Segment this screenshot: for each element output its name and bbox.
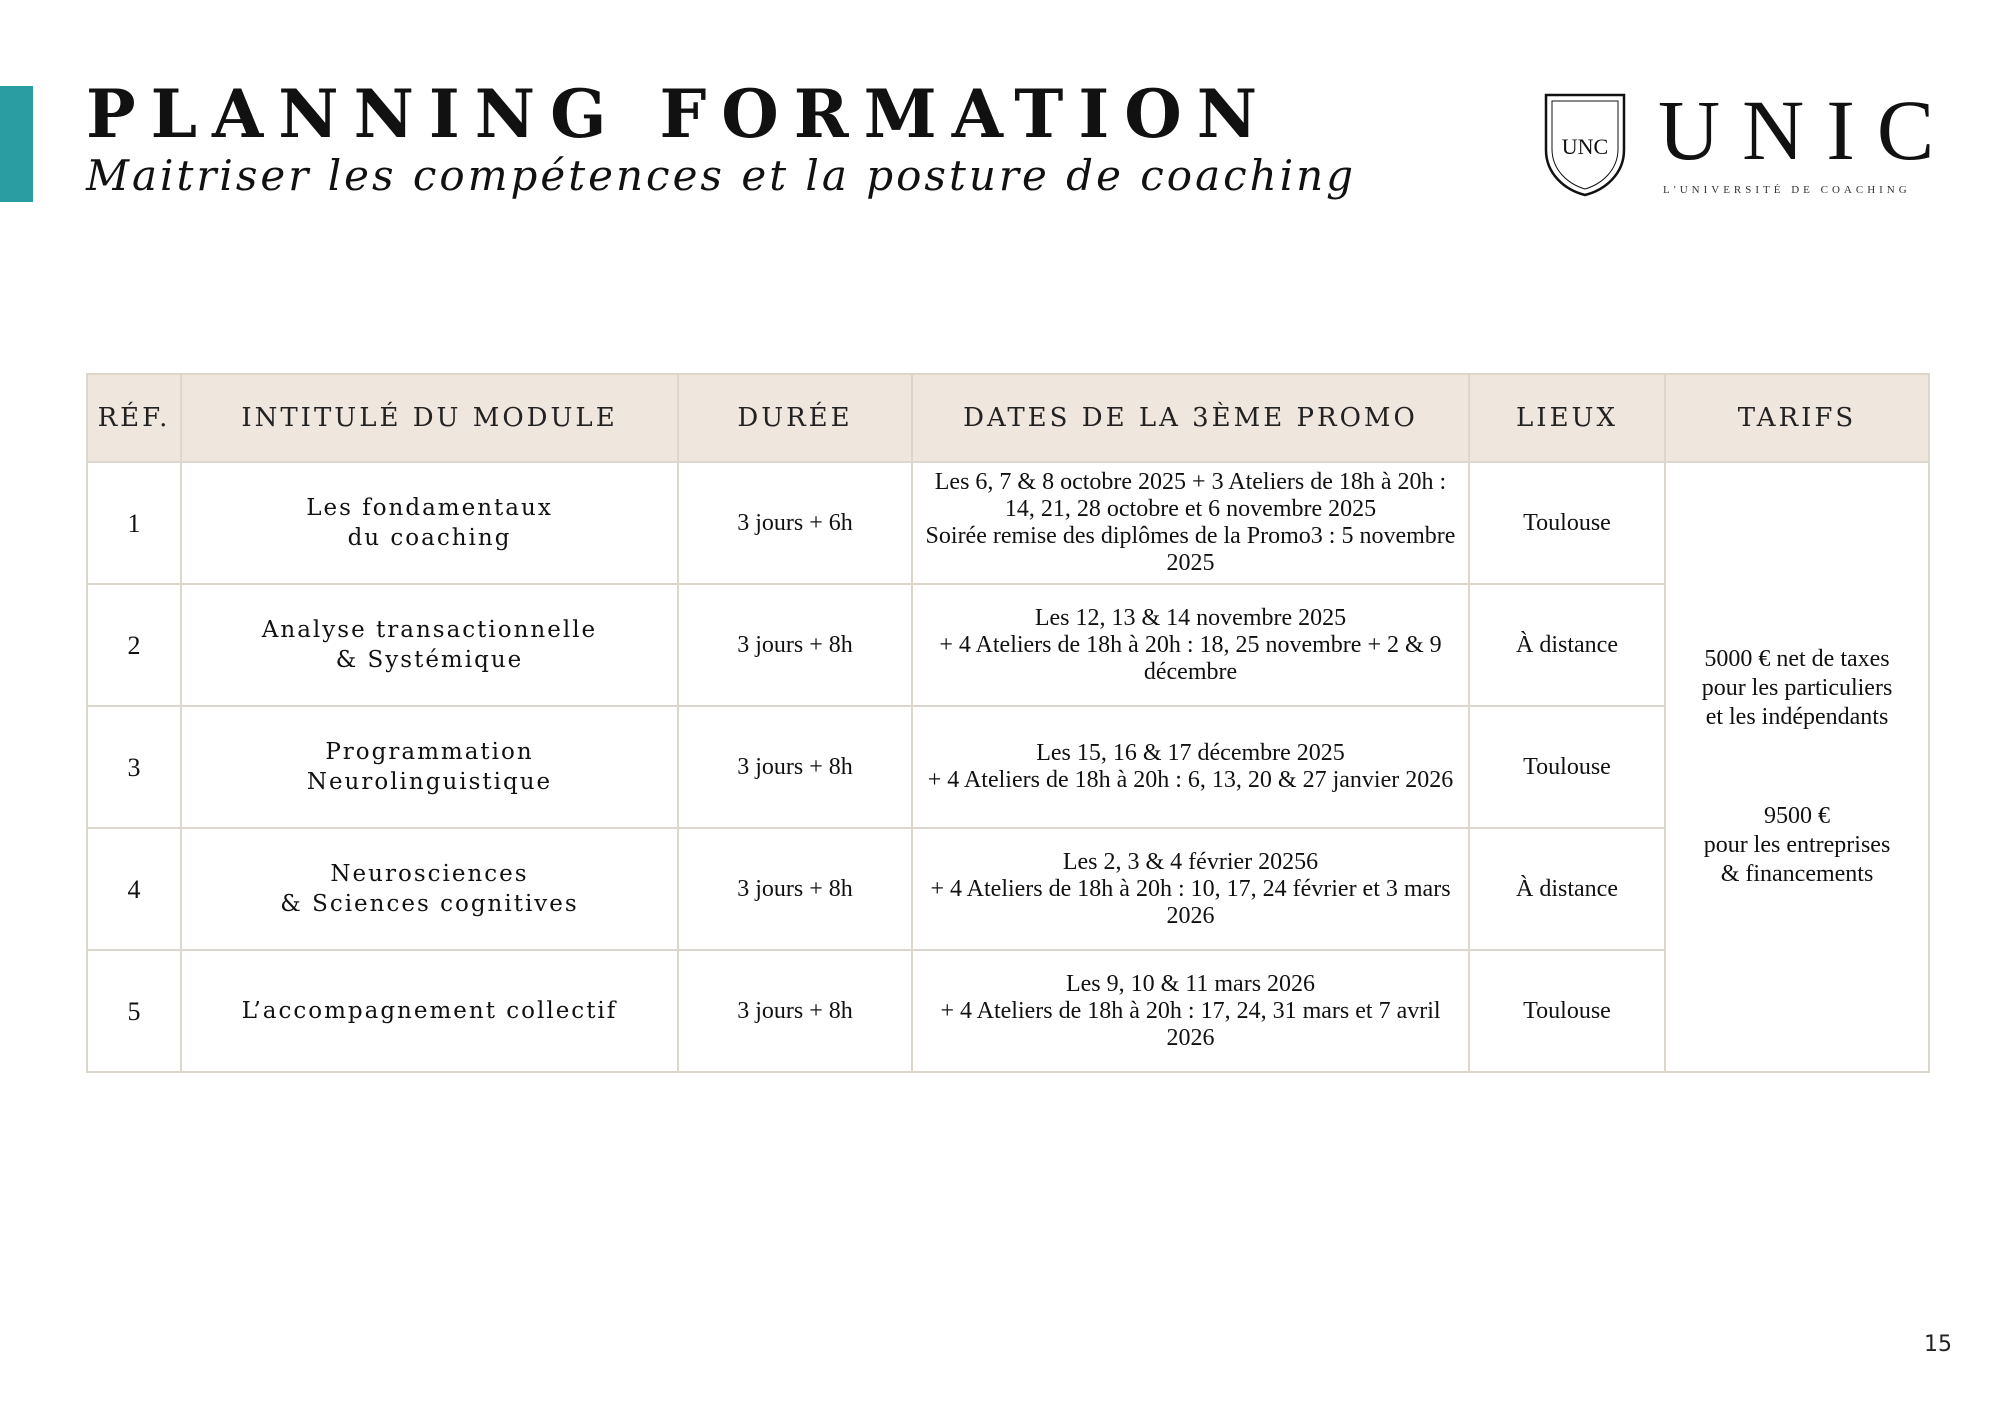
table-row [87, 950, 1929, 1072]
column-header-tarifs: TARIFS [1665, 374, 1929, 462]
row-duration: 3 jours + 8h [678, 950, 912, 1072]
page-title: PLANNING FORMATION [86, 75, 1273, 153]
row-location: À distance [1469, 828, 1665, 950]
shield-monogram-icon [1543, 92, 1627, 198]
row-dates: Les 2, 3 & 4 février 20256 + 4 Ateliers de 18h à 20h : 10, 17, 24 février et 3 mars 2026 [912, 828, 1469, 950]
row-module: Neurosciences & Sciences cognitives [181, 828, 678, 950]
table-row [87, 584, 1929, 706]
column-header-ref: RÉF. [87, 374, 181, 462]
planning-table [86, 373, 1930, 1073]
row-ref: 4 [87, 828, 181, 950]
tarif-individual: 5000 € net de taxes pour les particuliers et les indépendants [1701, 646, 1893, 730]
row-location: Toulouse [1469, 462, 1665, 584]
row-module: L’accompagnement collectif [181, 950, 678, 1072]
column-header-duration: DURÉE [678, 374, 912, 462]
row-duration: 3 jours + 8h [678, 828, 912, 950]
row-ref: 1 [87, 462, 181, 584]
row-module: Programmation Neurolinguistique [181, 706, 678, 828]
monogram-letters: UNC [1561, 134, 1609, 159]
unic-logo [1543, 82, 1957, 208]
row-duration: 3 jours + 6h [678, 462, 912, 584]
tarif-company: 9500 € pour les entreprises & financements [1703, 803, 1891, 887]
table-row [87, 706, 1929, 828]
row-module: Analyse transactionnelle & Systémique [181, 584, 678, 706]
page-number: 15 [1924, 1332, 1952, 1357]
logo-wordmark: UNIC [1658, 82, 1957, 178]
row-ref: 5 [87, 950, 181, 1072]
row-module: Les fondamentaux du coaching [181, 462, 678, 584]
accent-bar [0, 86, 33, 202]
row-duration: 3 jours + 8h [678, 706, 912, 828]
column-header-dates: DATES DE LA 3ÈME PROMO [912, 374, 1469, 462]
row-location: À distance [1469, 584, 1665, 706]
row-location: Toulouse [1469, 950, 1665, 1072]
row-location: Toulouse [1469, 706, 1665, 828]
table-row [87, 828, 1929, 950]
row-dates: Les 15, 16 & 17 décembre 2025 + 4 Ateliers de 18h à 20h : 6, 13, 20 & 27 janvier 2026 [912, 706, 1469, 828]
row-duration: 3 jours + 8h [678, 584, 912, 706]
column-header-location: LIEUX [1469, 374, 1665, 462]
logo-tagline: L'UNIVERSITÉ DE COACHING [1663, 184, 1911, 196]
column-header-module: INTITULÉ DU MODULE [181, 374, 678, 462]
tarifs-cell [1665, 462, 1929, 1072]
table-header-row [87, 374, 1929, 462]
table-row [87, 462, 1929, 584]
row-ref: 3 [87, 706, 181, 828]
page-subtitle: Maitriser les compétences et la posture de coaching [86, 151, 1357, 200]
row-dates: Les 6, 7 & 8 octobre 2025 + 3 Ateliers de 18h à 20h : 14, 21, 28 octobre et 6 novembre 2025 Soirée remise des diplômes de la Promo3 : 5 novembre 2025 [912, 462, 1469, 584]
row-dates: Les 12, 13 & 14 novembre 2025 + 4 Ateliers de 18h à 20h : 18, 25 novembre + 2 & 9 décembre [912, 584, 1469, 706]
row-ref: 2 [87, 584, 181, 706]
row-dates: Les 9, 10 & 11 mars 2026 + 4 Ateliers de 18h à 20h : 17, 24, 31 mars et 7 avril 2026 [912, 950, 1469, 1072]
